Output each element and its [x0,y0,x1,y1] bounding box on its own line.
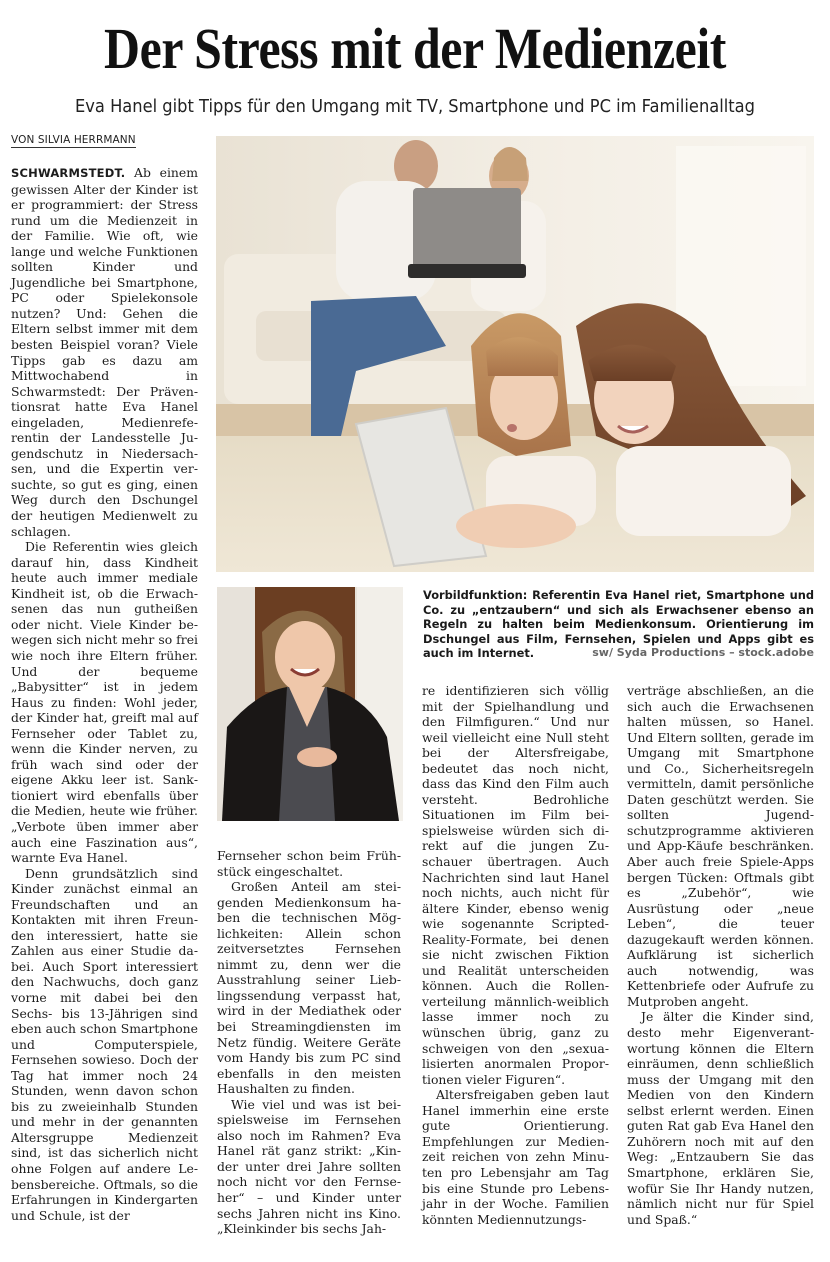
photo-credit: sw/ Syda Productions – stock.adobe [592,646,814,660]
paragraph-3: Denn grundsätzlich sind Kinder zunächst einmal an Freundschaften und an Kontakten mit ihren Freunden interessiert, hatte sie Zahlen aus einer Studie dabei. Auch Sport interessiert den Nachwuchs, doch ganz vorne mit dabei bei den Sechs- bis 13-Jährigen sind eben auch schon Smartphone und Computerspiele, Fernsehen sowieso. Doch der Tag hat immer noch 24 Stunden, wenn davon schon bis zu zweieinhalb Stunden und mehr in der genannten Altersgruppe Medienzeit sind, ist das sicherlich nicht ohne Folgen auf andere Lebensbereiche. Oftmals, so die Erfahrungen in Kindergarten und Schule, ist der [11,865,198,1223]
paragraph-1-text: Ab einem gewissen Alter der Kinder ist er programmiert: der Stress rund um die Medienzeit in der Familie. Wie oft, wie lange und welche Funktionen sollten Kinder und Jugendliche bei Smartphone, PC oder Spielekonsole nutzen? Und: Gehen die Eltern selbst immer mit dem besten Beispiel voran? Viele Tipps gab es dazu am Mittwochabend in Schwarmstedt: Der Präventionsrat hatte Eva Hanel eingeladen, Medienreferentin der Landesstelle Jugendschutz in Niedersachsen, und die Expertin versuchte, so gut es ging, einen Weg durch den Dschungel der heutigen Medienwelt zu schlagen. [11,165,198,539]
article-subheadline: Eva Hanel gibt Tipps für den Umgang mit TV, Smartphone und PC im Familienalltag [75,97,755,117]
paragraph-4: Großen Anteil am steigenden Medienkonsum haben die technischen Möglichkeiten: Allein schon zeitversetztes Fernsehen nimmt zu, denn wer die Ausstrahlung seiner Lieblingssendung verpasst hat, wird in der Mediathek oder bei Streamingdiensten im Netz fündig. Weitere Geräte vom Handy bis zum PC sind ebenfalls in den meisten Haushalten zu finden. [217,879,401,1097]
paragraph-3-continued: Fernseher schon beim Frühstück eingeschaltet. [217,848,401,879]
article-column-4 [627,683,814,1227]
laptop-base [408,264,526,278]
photo-caption [423,588,814,661]
laptop [413,188,521,268]
article-column-1 [11,165,198,1223]
paragraph-2: Die Referentin wies gleich darauf hin, dass Kindheit heute auch immer mediale Kindheit ist, ob die Erwachsenen das nun gutheißen oder nicht. Viele Kinder bewegen sich nicht mehr so frei wie noch ihre Eltern früher. Und der bequeme „Babysitter“ ist in jedem Haus zu finden: Wohl jeder, der Kinder hat, greift mal auf Fernseher oder Tablet zu, wenn die Kinder nerven, zu früh wach sind oder der eigene Akku leer ist. Sanktioniert wird ebenfalls über die Medien, heute wie früher. „Verbote üben immer aber auch eine Faszination aus“, warnte Eva Hanel. [11,539,198,866]
article-headline: Der Stress mit der Medienzeit [104,16,726,81]
main-photo-children-with-tablet [216,136,814,572]
family-media-illustration [216,136,814,572]
portrait-photo-eva-hanel [217,587,403,821]
paragraph-7: Je älter die Kinder sind, desto mehr Eigenverantwortung können die Eltern einräumen, denn schließlich muss der Umgang mit den Medien von den Kindern selbst erlernt werden. Einen guten Rat gab Eva Hanel den Zuhörern noch mit auf den Weg: „Entzaubern Sie das Smartphone, erklären Sie, wofür Sie Ihr Handy nutzen, nämlich nicht nur für Spiel und Spaß.“ [627,1009,814,1227]
article-column-3 [422,683,609,1227]
girl-2-shirt [616,446,791,536]
paragraph-5-continued: re identifizieren sich völlig mit der Spielhandlung und den Filmfiguren.“ Und nur weil vielleicht eine Null steht bei der Altersfreigabe, bedeutet das noch nicht, dass das Kind den Film auch versteht. Bedrohliche Situationen im Film beispielsweise würden sich direkt auf die jungen Zuschauer übertragen. Auch Nachrichten sind laut Hanel noch nichts, auch nicht für ältere Kinder, ebenso wenig wie sogenannte Scripted-Reality-Formate, bei denen sie nicht zwischen Fiktion und Realität unterscheiden können. Auch die Rollenverteilung männlich-weiblich lasse immer noch zu wünschen übrig, ganz zu schweigen von den „sexualisierten anormalen Proportionen vieler Figuren“. [422,683,609,1087]
paragraph-1 [11,165,198,539]
caption-text: Vorbildfunktion: Referentin Eva Hanel riet, Smartphone und Co. zu „entzaubern“ und sich als Erwachsener ebenso an Regeln zu halten beim Medienkonsum. Orientierung im Dschungel aus Film, Fernsehen, Spielen und Apps gibt es auch im Internet. [423,588,814,661]
portrait-illustration [217,587,403,821]
article-byline: VON SILVIA HERRMANN [11,134,136,146]
girl-1-mouth [507,424,517,432]
paragraph-6: Altersfreigaben geben laut Hanel immerhin eine erste gute Orientierung. Empfehlungen zur Medienzeit reichen von zehn Minuten pro Lebensjahr am Tag bis eine Stunde pro Lebensjahr in der Woche. Familien könnten Mediennutzungs- [422,1087,609,1227]
paragraph-5: Wie viel und was ist beispielsweise im Fernsehen also noch im Rahmen? Eva Hanel rät ganz strikt: „Kinder unter drei Jahre sollten noch nicht vor den Fernseher“ – und Kinder unter sechs Jahren nicht ins Kino. „Kleinkinder bis sechs Jah- [217,1096,401,1237]
hands [456,504,576,548]
face [275,621,335,693]
hands [297,747,337,767]
paragraph-6-continued: verträge abschließen, an die sich auch die Erwachsenen halten müssen, so Hanel. Und Eltern sollten, gerade im Umgang mit Smartphone und Co., Sicherheitsregeln vermitteln, damit persönliche Daten geschützt werden. Sie sollten Jugendschutzprogramme aktivieren und App-Käufe beschränken. Aber auch freie Spiele-Apps bergen Tücken: Oftmals gibt es „Zubehör“, wie Ausrüstung oder „neue Leben“, die teuer dazugekauft werden können. Aufklärung ist sicherlich auch notwendig, was Kettenbriefe oder Aufrufe zu Mutproben angeht. [627,683,814,1009]
article-column-2 [217,848,401,1237]
dateline: SCHWARMSTEDT. [11,166,126,180]
